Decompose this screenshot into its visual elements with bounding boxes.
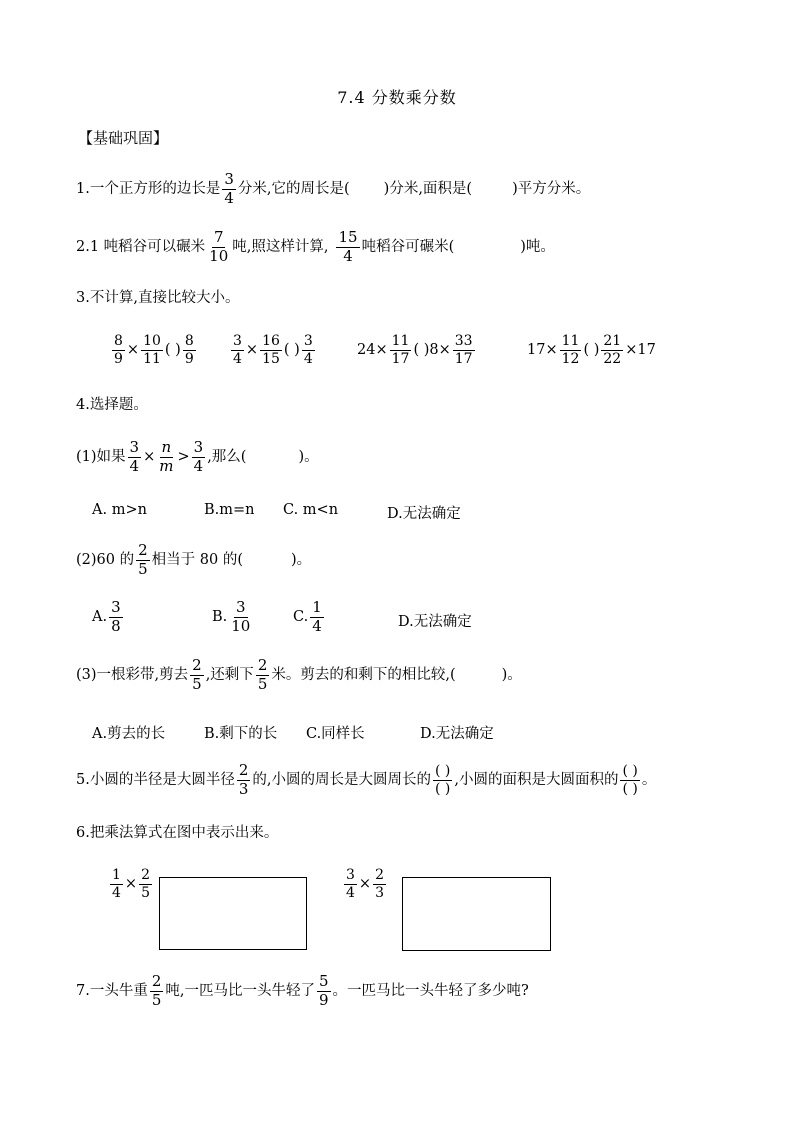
- question-4: 4.选择题。: [76, 397, 148, 413]
- numerator: 2: [141, 867, 150, 883]
- numerator: 1: [312, 598, 322, 616]
- q4-2-option-d[interactable]: D.无法确定: [398, 614, 472, 630]
- question-5: [76, 763, 656, 798]
- numerator: 3: [236, 598, 246, 616]
- denominator-blank[interactable]: ( ): [435, 780, 451, 797]
- q2-text-mid: 吨,照这样计算,: [232, 239, 329, 255]
- compare-blank[interactable]: ( ): [583, 341, 600, 358]
- multiply-sign: ×: [143, 449, 156, 465]
- question-2: [76, 230, 555, 265]
- multiply-sign: ×: [375, 341, 388, 358]
- q7-text-post: 。一匹马比一头牛轻了多少吨?: [332, 983, 529, 999]
- denominator: 5: [141, 884, 150, 901]
- denominator: 3: [238, 779, 249, 798]
- q4-2-option-a[interactable]: [92, 600, 125, 635]
- fraction: [139, 868, 152, 900]
- fraction: [260, 334, 282, 366]
- q1-text-mid2: )分米,面积是(: [383, 181, 473, 197]
- fraction: [237, 763, 251, 798]
- numerator: 2: [375, 867, 384, 883]
- q4-1-option-b[interactable]: B.m=n: [204, 502, 255, 518]
- q3-expression-2: [229, 334, 317, 366]
- question-1: [76, 172, 590, 207]
- q4-1-option-d[interactable]: D.无法确定: [387, 506, 461, 522]
- numerator: 2: [192, 656, 202, 674]
- q6-expression-1: [108, 868, 154, 900]
- multiply-sign: ×: [124, 875, 138, 892]
- q5-text-pre: 5.小圆的半径是大圆半径: [76, 772, 235, 788]
- denominator: 11: [143, 350, 161, 367]
- fraction: [310, 600, 324, 635]
- numerator: 3: [129, 438, 140, 456]
- question-6: 6.把乘法算式在图中表示出来。: [76, 825, 279, 841]
- q1-fraction: [222, 172, 236, 207]
- option-label: C.: [293, 609, 309, 626]
- numerator: 16: [262, 333, 280, 349]
- multiply-sign: ×: [358, 875, 372, 892]
- denominator: 5: [151, 990, 162, 1009]
- numerator: n: [161, 438, 172, 456]
- fraction: [344, 868, 357, 900]
- q4-1-text-pre: (1)如果: [76, 449, 126, 465]
- denominator: 5: [257, 674, 268, 693]
- q4-3-text-pre: (3)一根彩带,剪去: [76, 667, 189, 683]
- denominator: 4: [312, 616, 322, 635]
- fraction: [390, 334, 412, 366]
- q1-text-pre: 1.一个正方形的边长是: [76, 181, 221, 197]
- q6-drawing-box-1[interactable]: [159, 877, 307, 950]
- q4-1-text-post: ,那么(: [207, 449, 247, 465]
- q4-1-text-post2: )。: [298, 449, 319, 465]
- q4-sub-2: [76, 543, 311, 578]
- integer: 17: [527, 341, 546, 358]
- q4-3-option-b[interactable]: B.剩下的长: [204, 726, 278, 742]
- q3-expression-4: [527, 334, 656, 366]
- numerator: 1: [112, 867, 121, 883]
- denominator: 4: [112, 884, 121, 901]
- numerator: 11: [561, 333, 580, 349]
- fraction: [141, 334, 163, 366]
- denominator: 4: [343, 246, 353, 265]
- q4-3-text-mid2: 米。剪去的和剩下的相比较,(: [271, 667, 456, 683]
- denominator: 5: [138, 559, 148, 578]
- denominator: 4: [224, 188, 234, 207]
- numerator: 5: [319, 972, 329, 990]
- numerator: 15: [338, 228, 358, 246]
- numerator: 2: [138, 541, 148, 559]
- q2-text-mid2: 吨稻谷可碾米(: [361, 239, 455, 255]
- fraction: [256, 658, 270, 693]
- integer: 17: [637, 341, 656, 358]
- q3-expression-1: [110, 334, 198, 366]
- multiply-sign: ×: [545, 341, 558, 358]
- fraction: [192, 440, 206, 475]
- question-7: [76, 974, 529, 1009]
- q4-3-text-mid: ,还剩下: [205, 667, 254, 683]
- denominator: 4: [233, 350, 242, 367]
- section-heading: 【基础巩固】: [78, 129, 169, 147]
- fraction: [150, 974, 164, 1009]
- q2-fraction-2: [336, 230, 359, 265]
- numerator: 7: [213, 228, 224, 246]
- denominator-blank[interactable]: ( ): [622, 780, 638, 797]
- fraction: [112, 334, 125, 366]
- integer: 8: [429, 341, 439, 358]
- numerator: 3: [233, 333, 242, 349]
- q5-text-mid2: ,小圆的面积是大圆面积的: [454, 772, 619, 788]
- page-title: 7.4 分数乘分数: [337, 88, 457, 107]
- numerator: 11: [391, 333, 410, 349]
- numerator: 2: [257, 656, 268, 674]
- numerator: 3: [346, 867, 355, 883]
- q2-fraction-1: [207, 230, 230, 265]
- q4-3-option-a[interactable]: A.剪去的长: [92, 726, 166, 742]
- denominator: 9: [184, 350, 194, 367]
- numerator: 33: [454, 333, 473, 349]
- q4-3-option-d[interactable]: D.无法确定: [420, 726, 494, 742]
- multiply-sign: ×: [126, 341, 140, 358]
- q5-text-mid: 的,小圆的周长是大圆周长的: [252, 772, 431, 788]
- compare-blank[interactable]: ( ): [283, 341, 300, 358]
- numerator: 3: [193, 438, 204, 456]
- denominator: 4: [346, 884, 355, 901]
- compare-blank[interactable]: ( ): [413, 341, 430, 358]
- numerator: 8: [114, 333, 123, 349]
- fraction: [373, 868, 386, 900]
- denominator: 4: [193, 456, 204, 475]
- q5-answer-blank-2[interactable]: [620, 764, 639, 796]
- denominator: 17: [391, 350, 410, 367]
- q2-text-pre: 2.1 吨稻谷可以碾米: [76, 239, 206, 255]
- numerator: 21: [603, 333, 622, 349]
- q5-text-post: 。: [641, 772, 657, 788]
- compare-blank[interactable]: ( ): [164, 341, 181, 358]
- denominator: 4: [129, 456, 140, 475]
- option-label: A.: [92, 609, 108, 626]
- denominator: 12: [561, 350, 580, 367]
- integer: 24: [357, 341, 376, 358]
- q6-drawing-box-2[interactable]: [402, 877, 551, 951]
- numerator: 3: [303, 333, 313, 349]
- q1-text-post: )平方分米。: [512, 181, 591, 197]
- fraction: [136, 543, 150, 578]
- fraction: [231, 334, 244, 366]
- numerator: 3: [111, 598, 121, 616]
- fraction: [128, 440, 142, 475]
- greater-than-sign: >: [177, 449, 190, 465]
- fraction: [229, 600, 252, 635]
- numerator-blank[interactable]: ( ): [435, 763, 451, 780]
- q4-sub-3: [76, 658, 522, 693]
- denominator: 3: [375, 884, 384, 901]
- numerator: 3: [224, 170, 234, 188]
- numerator: 8: [184, 333, 194, 349]
- denominator: 8: [111, 616, 121, 635]
- q4-2-text-post: )。: [290, 552, 312, 568]
- q4-3-option-c[interactable]: C.同样长: [306, 726, 365, 742]
- fraction: [190, 658, 204, 693]
- q4-sub-1: [76, 440, 319, 475]
- denominator: 22: [603, 350, 622, 367]
- denominator: 10: [231, 616, 251, 635]
- q5-answer-blank-1[interactable]: [433, 764, 452, 796]
- q4-1-option-a[interactable]: A. m>n: [92, 502, 147, 518]
- fraction: [453, 334, 475, 366]
- denominator: 10: [209, 246, 229, 265]
- numerator: 2: [238, 761, 249, 779]
- fraction: [183, 334, 196, 366]
- q3-expression-3: [357, 334, 477, 366]
- question-3: 3.不计算,直接比较大小。: [76, 290, 240, 306]
- q4-2-text-mid: 相当于 80 的(: [151, 552, 243, 568]
- multiply-sign: ×: [625, 341, 638, 358]
- denominator: 9: [114, 350, 123, 367]
- q4-3-text-post: )。: [501, 667, 522, 683]
- multiply-sign: ×: [438, 341, 451, 358]
- q4-2-option-b[interactable]: [212, 600, 254, 635]
- q6-expression-2: [342, 868, 388, 900]
- q4-2-option-c[interactable]: [293, 600, 326, 635]
- q2-text-post: )吨。: [520, 239, 555, 255]
- fraction: [157, 440, 175, 475]
- q7-text-pre: 7.一头牛重: [76, 983, 148, 999]
- numerator: 10: [143, 333, 161, 349]
- fraction: [302, 334, 315, 366]
- fraction: [109, 600, 123, 635]
- multiply-sign: ×: [245, 341, 259, 358]
- denominator: 17: [454, 350, 473, 367]
- numerator-blank[interactable]: ( ): [622, 763, 638, 780]
- denominator: 4: [303, 350, 313, 367]
- q4-2-text-pre: (2)60 的: [76, 552, 135, 568]
- fraction: [560, 334, 582, 366]
- q1-text-mid: 分米,它的周长是(: [237, 181, 350, 197]
- fraction: [317, 974, 331, 1009]
- q7-text-mid: 吨,一匹马比一头牛轻了: [165, 983, 315, 999]
- denominator: m: [159, 456, 174, 475]
- denominator: 9: [319, 990, 329, 1009]
- denominator: 15: [262, 350, 280, 367]
- option-label: B.: [212, 609, 228, 626]
- q4-1-option-c[interactable]: C. m<n: [283, 502, 339, 518]
- fraction: [110, 868, 123, 900]
- denominator: 5: [192, 674, 202, 693]
- fraction: [601, 334, 623, 366]
- numerator: 2: [151, 972, 162, 990]
